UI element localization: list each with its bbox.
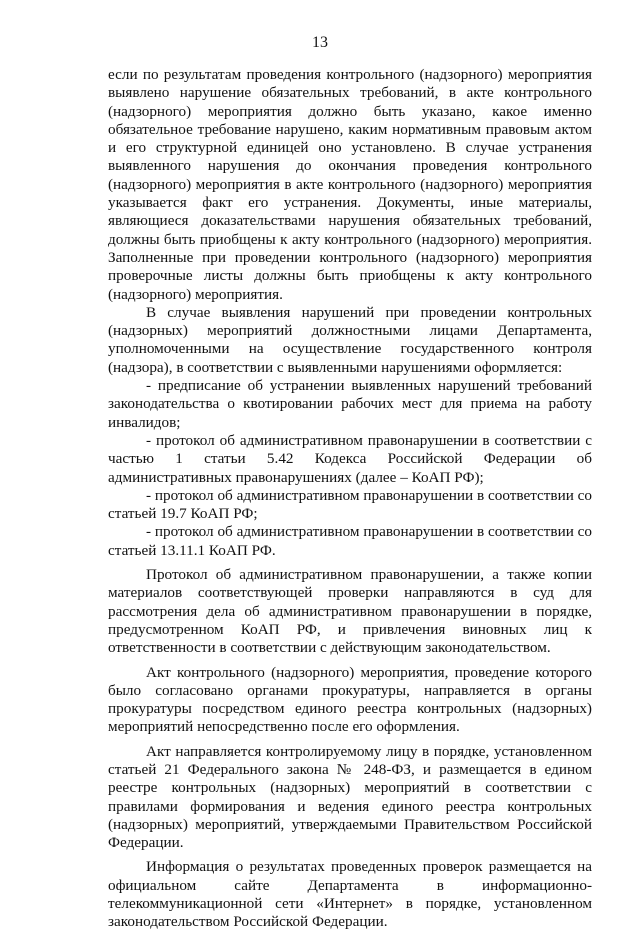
page-number: 13 — [312, 34, 328, 51]
list-item-order: - предписание об устранении выявленных нарушений требований законодательства о квотировании рабочих мест для приема на работу инвалидов; — [108, 377, 592, 431]
paragraph-information-publication: Информация о результатах проведенных проверок размещается на официальном сайте Департамента в информационно-телекоммуникационной сети «Интернет» в порядке, установленном законодательством Российской Федерации. — [108, 858, 592, 931]
document-body — [108, 66, 592, 932]
list-item-protocol-13-11-1: - протокол об административном правонарушении в соответствии со статьей 13.11.1 КоАП РФ. — [108, 523, 592, 559]
list-item-protocol-19-7: - протокол об административном правонарушении в соответствии со статьей 19.7 КоАП РФ; — [108, 486, 592, 523]
list-item-protocol-5-42: - протокол об административном правонарушении в соответствии с частью 1 статьи 5.42 Кодекса Российской Федерации об административных правонарушениях (далее – КоАП РФ); — [108, 431, 592, 486]
paragraph-inspection-act-violations: если по результатам проведения контрольного (надзорного) мероприятия выявлено нарушение обязательных требований, в акте контрольного (надзорного) мероприятия должно быть указано, какое именно обязательное требование нарушено, каким нормативным правовым актом и его структурной единицей оно установлено. В случае устранения выявленного нарушения до окончания проведения контрольного (надзорного) мероприятия в акте контрольного (надзорного) мероприятия указывается факт его устранения. Документы, иные материалы, являющиеся доказательствами нарушения обязательных требований, должны быть приобщены к акту контрольного (надзорного) мероприятия. Заполненные при проведении контрольного (надзорного) мероприятия проверочные листы должны быть приобщены к акту контрольного (надзорного) мероприятия. — [108, 66, 592, 303]
paragraph-act-to-prosecutor: Акт контрольного (надзорного) мероприятия, проведение которого было согласовано органами прокуратуры, направляется в органы прокуратуры посредством единого реестра контрольных (надзорных) мероприятий непосредственно после его оформления. — [108, 663, 592, 736]
paragraph-violation-documents: В случае выявления нарушений при проведении контрольных (надзорных) мероприятий должностными лицами Департамента, уполномоченными на осуществление государственного контроля (надзора), в соответствии с выявленными нарушениями оформляется: — [108, 303, 592, 376]
paragraph-protocol-to-court: Протокол об административном правонарушении, а также копии материалов соответствующей проверки направляются в суд для рассмотрения дела об административном правонарушении в порядке, предусмотренном КоАП РФ, и привлечения виновных лиц к ответственности в соответствии с действующим законодательством. — [108, 566, 592, 657]
paragraph-act-to-controlled-person: Акт направляется контролируемому лицу в порядке, установленном статьей 21 Федерального закона № 248-ФЗ, и размещается в едином реестре контрольных (надзорных) мероприятий в соответствии с правилами формирования и ведения единого реестра контрольных (надзорных) мероприятий, утверждаемыми Правительством Российской Федерации. — [108, 742, 592, 852]
